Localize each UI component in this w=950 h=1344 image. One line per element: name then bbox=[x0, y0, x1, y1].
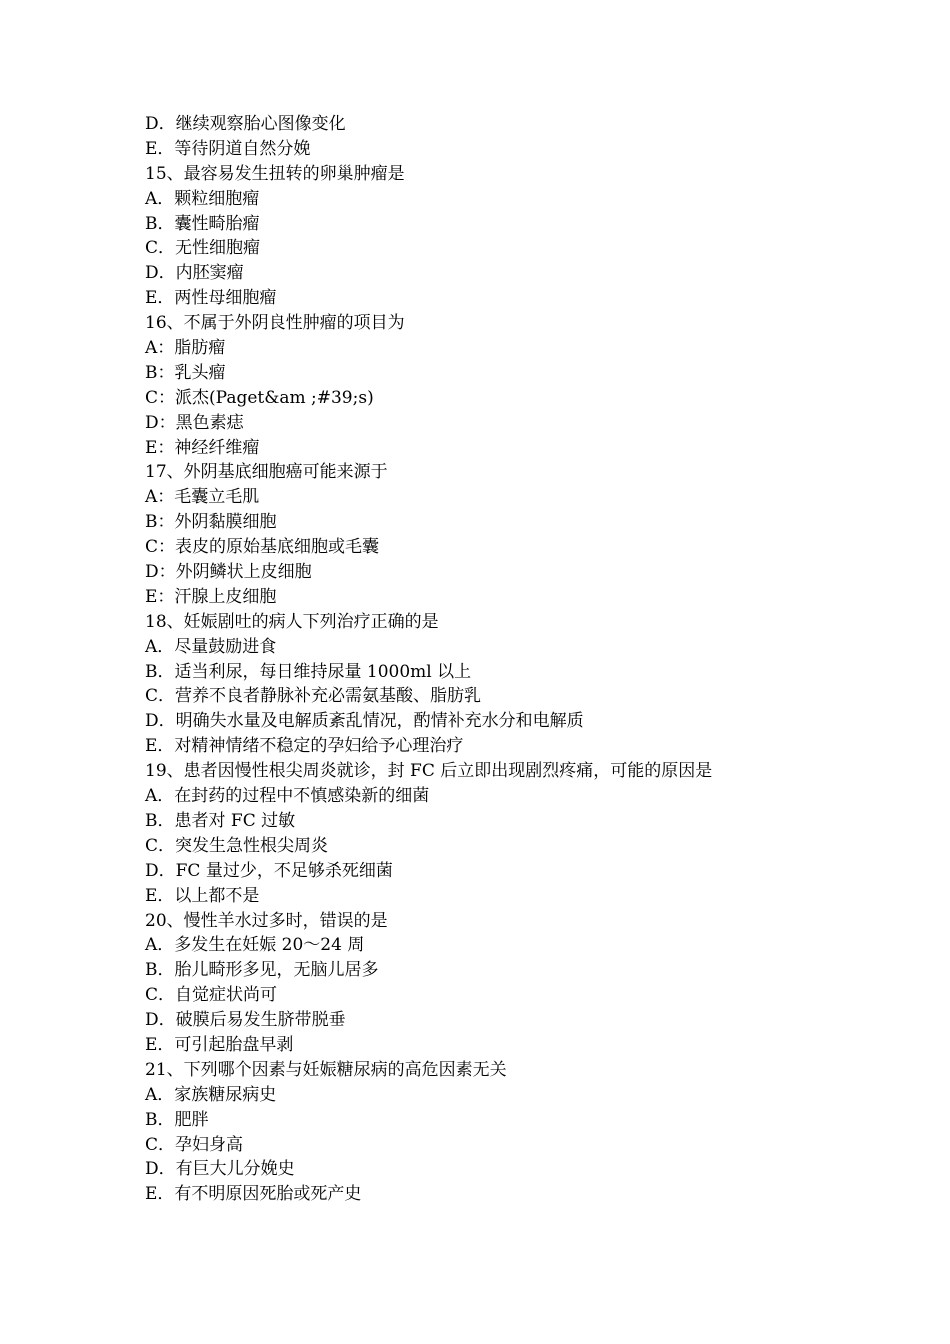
document-body bbox=[145, 112, 925, 1207]
option-line: C．自觉症状尚可 bbox=[145, 985, 278, 1006]
option-line: E．等待阴道自然分娩 bbox=[145, 138, 311, 159]
option-line: C．无性细胞瘤 bbox=[145, 238, 261, 259]
question-line: 17、外阴基底细胞癌可能来源于 bbox=[145, 462, 388, 483]
question-line: 20、慢性羊水过多时，错误的是 bbox=[145, 910, 388, 931]
option-line: A．在封药的过程中不慎感染新的细菌 bbox=[145, 786, 430, 807]
option-line: D．内胚窦瘤 bbox=[145, 263, 244, 284]
option-line: D．继续观察胎心图像变化 bbox=[145, 114, 346, 134]
option-line: A：脂肪瘤 bbox=[145, 338, 226, 359]
option-line: E：汗腺上皮细胞 bbox=[145, 586, 277, 607]
option-line: B：乳头瘤 bbox=[145, 362, 226, 383]
option-line: C．营养不良者静脉补充必需氨基酸、脂肪乳 bbox=[145, 686, 482, 707]
option-line: A．多发生在妊娠 20～24 周 bbox=[145, 935, 365, 956]
option-line: B．患者对 FC 过敏 bbox=[145, 810, 296, 831]
option-line: D．破膜后易发生脐带脱垂 bbox=[145, 1010, 346, 1031]
option-line: E：神经纤维瘤 bbox=[145, 437, 260, 458]
option-line: D：黑色素痣 bbox=[145, 412, 244, 433]
option-line: E．有不明原因死胎或死产史 bbox=[145, 1184, 362, 1205]
option-line: B．肥胖 bbox=[145, 1109, 209, 1130]
option-line: D．有巨大儿分娩史 bbox=[145, 1159, 295, 1180]
question-line: 18、妊娠剧吐的病人下列治疗正确的是 bbox=[145, 611, 439, 632]
option-line: E．对精神情绪不稳定的孕妇给予心理治疗 bbox=[145, 736, 464, 757]
option-line: C．孕妇身高 bbox=[145, 1134, 244, 1155]
option-line: D．FC 量过少，不足够杀死细菌 bbox=[145, 860, 393, 881]
option-line: B．适当利尿，每日维持尿量 1000ml 以上 bbox=[145, 661, 472, 682]
option-line: A．颗粒细胞瘤 bbox=[145, 188, 260, 209]
question-line: 16、不属于外阴良性肿瘤的项目为 bbox=[145, 313, 405, 334]
option-line: E．两性母细胞瘤 bbox=[145, 288, 277, 309]
option-line: B：外阴黏膜细胞 bbox=[145, 512, 277, 533]
option-line: C．突发生急性根尖周炎 bbox=[145, 835, 329, 856]
option-line: C：派杰(Paget&am ;#39;s) bbox=[145, 387, 374, 408]
option-line: D：外阴鳞状上皮细胞 bbox=[145, 562, 312, 583]
option-line: D．明确失水量及电解质紊乱情况，酌情补充水分和电解质 bbox=[145, 711, 584, 732]
question-line: 21、下列哪个因素与妊娠糖尿病的高危因素无关 bbox=[145, 1059, 507, 1080]
option-line: E．可引起胎盘早剥 bbox=[145, 1034, 294, 1055]
option-line: B．胎儿畸形多见，无脑儿居多 bbox=[145, 960, 379, 981]
option-line: E．以上都不是 bbox=[145, 885, 260, 906]
option-line: A．尽量鼓励进食 bbox=[145, 636, 277, 657]
option-line: A．家族糖尿病史 bbox=[145, 1084, 277, 1105]
option-line: C：表皮的原始基底细胞或毛囊 bbox=[145, 537, 380, 558]
option-line: B．囊性畸胎瘤 bbox=[145, 213, 260, 234]
option-line: A：毛囊立毛肌 bbox=[145, 487, 260, 508]
question-line: 19、患者因慢性根尖周炎就诊，封 FC 后立即出现剧烈疼痛，可能的原因是 bbox=[145, 761, 713, 782]
question-line: 15、最容易发生扭转的卵巢肿瘤是 bbox=[145, 163, 405, 184]
